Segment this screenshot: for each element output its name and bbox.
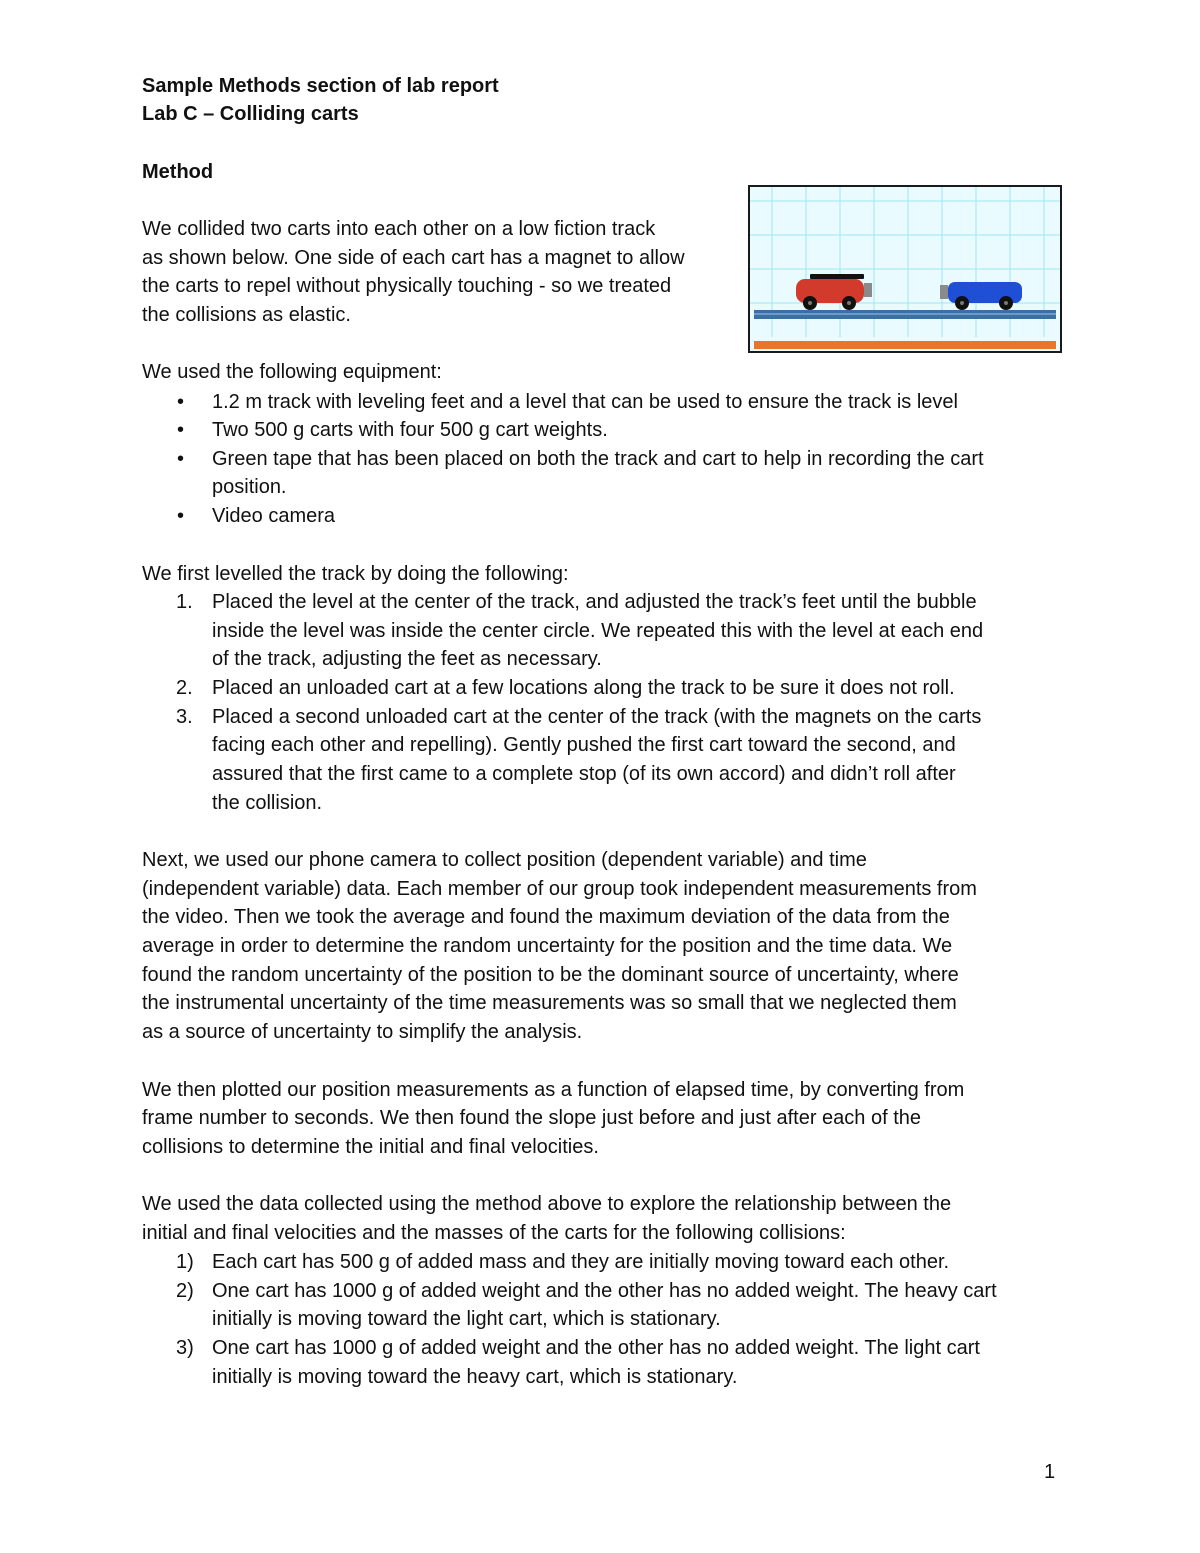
camera-paragraph-line: average in order to determine the random uncertainty for the position and the time data. We [142,935,953,957]
page-number: 1 [1044,1461,1056,1483]
leveling-intro: We first levelled the track by doing the following: [142,563,569,585]
red-cart-hub [808,301,812,305]
camera-paragraph-line: the instrumental uncertainty of the time measurements was so small that we neglected them [142,992,957,1014]
bullet: • [177,448,185,470]
colliding-carts-figure [748,185,1062,353]
collision-number: 2) [176,1280,194,1302]
leveling-step: Placed a second unloaded cart at the center of the track (with the magnets on the carts [212,706,982,728]
equipment-intro: We used the following equipment: [142,361,442,383]
equipment-item: Two 500 g carts with four 500 g cart weights. [212,419,608,441]
plot-paragraph-line: collisions to determine the initial and final velocities. [142,1136,599,1158]
camera-paragraph-line: as a source of uncertainty to simplify the analysis. [142,1021,583,1043]
collision-item: One cart has 1000 g of added weight and the other has no added weight. The heavy cart [212,1280,997,1302]
leveling-step-continued: assured that the first came to a complete stop (of its own accord) and didn’t roll after [212,763,956,785]
equipment-item: Video camera [212,505,336,527]
blue-cart-magnet [940,285,948,299]
carts-illustration [750,187,1060,351]
red-cart-magnet [864,283,872,297]
red-cart-top [810,274,864,279]
blue-cart-hub [960,301,964,305]
blue-cart-hub [1004,301,1008,305]
step-number: 1. [176,591,193,613]
equipment-item: Green tape that has been placed on both the track and cart to help in recording the cart [212,448,984,470]
lab-title: Lab C – Colliding carts [142,103,359,125]
plot-paragraph-line: frame number to seconds. We then found the slope just before and just after each of the [142,1107,921,1129]
collision-number: 1) [176,1251,194,1273]
leveling-step: Placed an unloaded cart at a few locations along the track to be sure it does not roll. [212,677,955,699]
collision-item-continued: initially is moving toward the light cart, which is stationary. [212,1308,721,1330]
step-number: 2. [176,677,193,699]
report-title: Sample Methods section of lab report [142,75,499,97]
collision-number: 3) [176,1337,194,1359]
bullet: • [177,391,185,413]
equipment-item-continued: position. [212,476,287,498]
intro-line: the carts to repel without physically touching - so we treated [142,275,672,297]
intro-line: We collided two carts into each other on a low fiction track [142,218,656,240]
camera-paragraph-line: Next, we used our phone camera to collect position (dependent variable) and time [142,849,867,871]
method-heading: Method [142,161,214,183]
intro-line: the collisions as elastic. [142,304,351,326]
bullet: • [177,419,185,441]
plot-paragraph-line: We then plotted our position measurements as a function of elapsed time, by converting from [142,1079,965,1101]
collision-item-continued: initially is moving toward the heavy cart, which is stationary. [212,1366,738,1388]
leveling-step-continued: of the track, adjusting the feet as necessary. [212,648,602,670]
explore-paragraph-line: initial and final velocities and the masses of the carts for the following collisions: [142,1222,846,1244]
leveling-step-continued: inside the level was inside the center circle. We repeated this with the level at each end [212,620,984,642]
blue-cart [940,282,1022,310]
equipment-item: 1.2 m track with leveling feet and a level that can be used to ensure the track is level [212,391,958,413]
explore-paragraph-line: We used the data collected using the method above to explore the relationship between the [142,1193,952,1215]
collision-item: Each cart has 500 g of added mass and they are initially moving toward each other. [212,1251,950,1273]
bullet: • [177,505,185,527]
red-cart-hub [847,301,851,305]
intro-line: as shown below. One side of each cart has a magnet to allow [142,247,685,269]
camera-paragraph-line: the video. Then we took the average and found the maximum deviation of the data from the [142,906,950,928]
collision-item: One cart has 1000 g of added weight and the other has no added weight. The light cart [212,1337,980,1359]
red-cart [796,274,872,310]
leveling-step: Placed the level at the center of the track, and adjusted the track’s feet until the bubble [212,591,977,613]
table-base [754,341,1056,349]
camera-paragraph-line: (independent variable) data. Each member of our group took independent measurements from [142,878,977,900]
step-number: 3. [176,706,193,728]
camera-paragraph-line: found the random uncertainty of the position to be the dominant source of uncertainty, where [142,964,959,986]
leveling-step-continued: the collision. [212,792,323,814]
leveling-step-continued: facing each other and repelling). Gently pushed the first cart toward the second, and [212,734,956,756]
